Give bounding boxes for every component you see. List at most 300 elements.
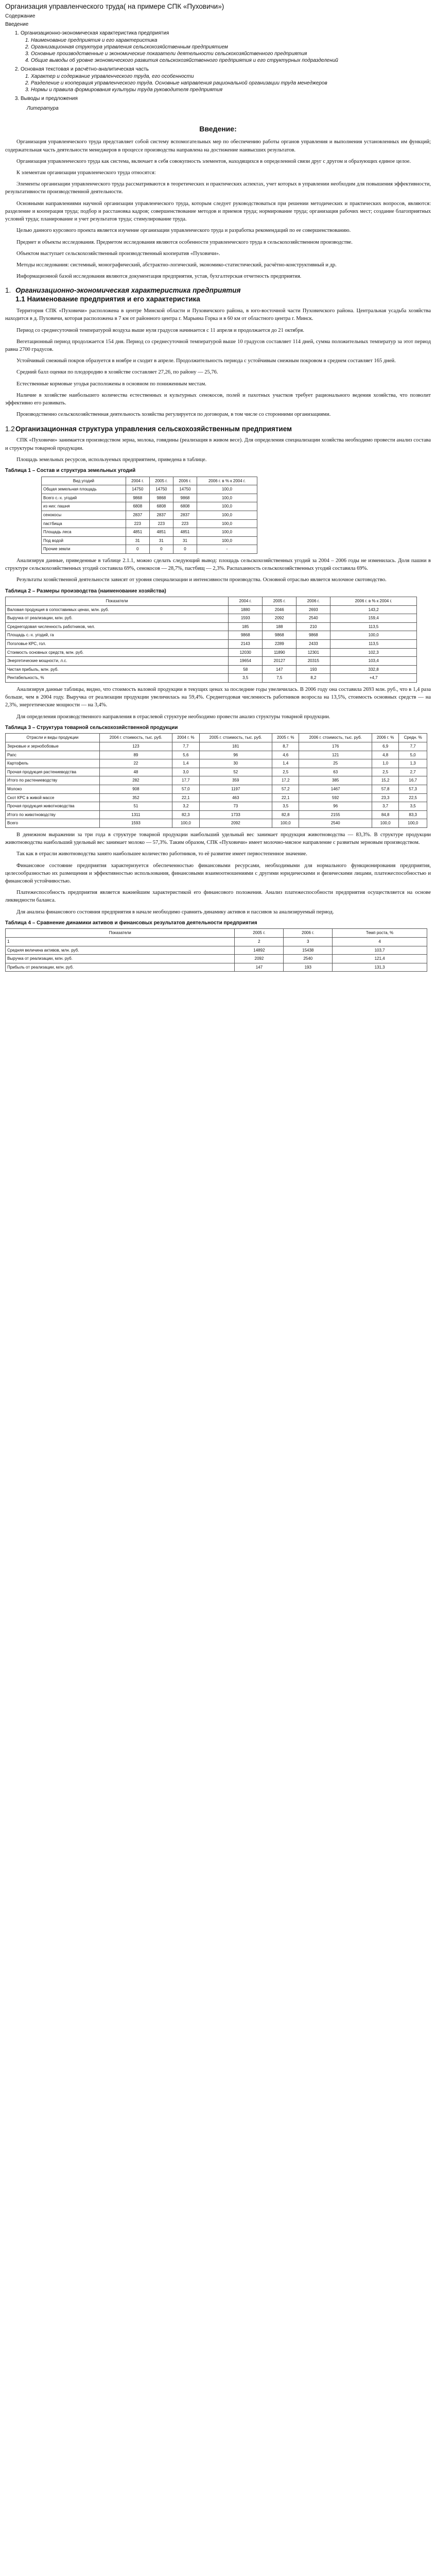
table-row: [6, 776, 427, 785]
table-cell: 9868: [173, 494, 197, 502]
table-cell: 1,4: [172, 759, 199, 768]
table-cell: 84,8: [372, 810, 398, 819]
toc-subitem[interactable]: 2. Разделение и кооперация управленческого труда. Основные направления рациональной организации труда менеджеров: [31, 80, 431, 87]
table-cell: 121,4: [333, 955, 427, 963]
table-cell: 103,7: [333, 946, 427, 955]
table-cell: 2540: [297, 614, 330, 623]
table-cell: 100,0: [197, 528, 257, 537]
table-cell: 96: [299, 802, 372, 811]
table-cell: Выручка от реализации, млн. руб.: [6, 614, 229, 623]
table-cell: 48: [99, 768, 172, 776]
table-cell: 1311: [99, 810, 172, 819]
table-cell: 22,5: [399, 793, 427, 802]
table-3: [5, 733, 427, 828]
table-cell: 22: [99, 759, 172, 768]
table-cell: 463: [199, 793, 272, 802]
table-cell: 352: [99, 793, 172, 802]
table-cell: 16,7: [399, 776, 427, 785]
table-row: [6, 742, 427, 751]
table-row: [6, 657, 417, 666]
table-cell: 100,0: [197, 502, 257, 511]
table-header-row: [6, 597, 417, 606]
table-cell: Под водой: [42, 536, 126, 545]
table-cell: 8,7: [272, 742, 299, 751]
table-cell: 2143: [229, 640, 263, 649]
table-cell: 100,0: [372, 819, 398, 828]
toc-intro: Введение: [5, 22, 29, 28]
table-cell: 2092: [235, 955, 284, 963]
toc-subitem[interactable]: 2. Организационная структура управления сельскохозяйственным предприятием: [31, 44, 431, 50]
table-cell: Общая земельная площадь: [42, 485, 126, 494]
table-cell: 0: [126, 545, 149, 554]
table-cell: Выручка от реализации, млн. руб.: [6, 955, 235, 963]
table-header-cell: Показатели: [6, 929, 235, 938]
table-cell: Поголовье КРС, гол.: [6, 640, 229, 649]
table-cell: 123: [99, 742, 172, 751]
table-cell: 102,3: [330, 648, 417, 657]
table-cell: 100,0: [197, 511, 257, 519]
table-header-cell: Вид угодий: [42, 477, 126, 485]
toc-subitem[interactable]: 1. Наименование предприятия и его характеристика: [31, 37, 431, 44]
table-cell: 100,0: [172, 819, 199, 828]
table-cell: 14892: [235, 946, 284, 955]
table-cell: 188: [263, 622, 297, 631]
table-of-contents: [21, 30, 431, 102]
table-cell: 2,7: [399, 768, 427, 776]
table-cell: 100,0: [399, 819, 427, 828]
table-cell: 2155: [299, 810, 372, 819]
table-cell: 4851: [126, 528, 149, 537]
table-cell: 223: [173, 519, 197, 528]
table-cell: 2,5: [372, 768, 398, 776]
table-cell: 1,3: [399, 759, 427, 768]
table-cell: 282: [99, 776, 172, 785]
table-row: [6, 648, 417, 657]
table-cell: Итого по растениеводству: [6, 776, 100, 785]
intro-paragraph: Организация управленческого труда представляет собой систему вспомогательных мер по обеспечению работы органов управления и выполнения установленных им функций; содержательная часть деятельности менеджеров в процессе производства направлена на достижение наивысших результатов.: [5, 139, 431, 153]
table-header-cell: 2005 г. %: [272, 734, 299, 742]
table-header-cell: 2005 г.: [263, 597, 297, 606]
table-1: [41, 477, 257, 554]
toc-item[interactable]: [21, 30, 431, 64]
table-cell: 1: [6, 938, 235, 946]
table-cell: 4,6: [272, 751, 299, 759]
table-row: [42, 485, 257, 494]
toc-subitem[interactable]: 4. Общие выводы об уровне экономического развития сельскохозяйственного предприятия и его структурных подразделений: [31, 57, 431, 64]
table-row: [6, 640, 417, 649]
table-cell: 9868: [126, 494, 149, 502]
table-row: [6, 751, 427, 759]
table-3-caption: Таблица 3 – Структура товарной сельскохозяйственной продукции: [5, 724, 178, 731]
table-header-row: [6, 929, 427, 938]
table-cell: 2837: [126, 511, 149, 519]
table-cell: 31: [173, 536, 197, 545]
toc-item[interactable]: [21, 95, 431, 102]
table-2-caption: Таблица 2 – Размеры производства (наименование хозяйства): [5, 588, 166, 594]
table-cell: 7,5: [263, 674, 297, 683]
table-cell: 9868: [263, 631, 297, 640]
table-row: [6, 946, 427, 955]
table-row: [6, 622, 417, 631]
table-row: [6, 759, 427, 768]
table-cell: Средняя величина активов, млн. руб.: [6, 946, 235, 955]
subsection-title: Организационная структура управления сельскохозяйственным предприятием: [15, 425, 292, 433]
table-cell: 4851: [149, 528, 173, 537]
table-cell: 12301: [297, 648, 330, 657]
table-header-cell: 2005 г.: [235, 929, 284, 938]
table-cell: 63: [299, 768, 372, 776]
table-header-cell: 2006 г. %: [372, 734, 398, 742]
table-cell: Рапс: [6, 751, 100, 759]
intro-paragraph: Методы исследования: системный, монографический, абстрактно-логический, экономико-статистический, расчётно-конструктивный и др.: [16, 262, 337, 268]
table-header-cell: Средн. %: [399, 734, 427, 742]
table-cell: 6,9: [372, 742, 398, 751]
table-cell: 2837: [149, 511, 173, 519]
intro-paragraph: Элементы организации управленческого труда рассматриваются в теоретических и практических аспектах, учет которых в управлении необходим для повышения эффективности, результативности производственной деятельности.: [5, 181, 431, 195]
intro-paragraph: Целью данного курсового проекта является изучение организации управленческого труда и разработка рекомендаций по ее совершенствованию.: [16, 228, 351, 234]
table-cell: 6808: [173, 502, 197, 511]
table-cell: 210: [297, 622, 330, 631]
table-cell: 57,8: [372, 785, 398, 793]
table-cell: 96: [199, 751, 272, 759]
table-cell: 1593: [229, 614, 263, 623]
table-cell: 89: [99, 751, 172, 759]
table-cell: 147: [263, 665, 297, 674]
table-cell: 57,3: [399, 785, 427, 793]
intro-paragraph: Объектом выступает сельскохозяйственный производственный кооператив «Пуховичи».: [16, 250, 220, 257]
table-cell: 113,5: [330, 640, 417, 649]
table-cell: 2: [235, 938, 284, 946]
table-cell: 31: [149, 536, 173, 545]
table-header-cell: 2005 г.: [149, 477, 173, 485]
table-cell: 1880: [229, 605, 263, 614]
table-4: [5, 928, 427, 972]
table-header-cell: 2006 г. в % к 2004 г.: [197, 477, 257, 485]
table-cell: 3,0: [172, 768, 199, 776]
subsection-number: 1.1: [15, 295, 25, 303]
toc-item-label[interactable]: Выводы и предложения: [21, 95, 78, 101]
table-cell: Молоко: [6, 785, 100, 793]
table-cell: 2693: [297, 605, 330, 614]
section-paragraph: Платежеспособность предприятия является важнейшим характеристикой его финансового положения. Анализ платежеспособности предприятия осуществляется на основе ликвидности баланса.: [5, 890, 431, 904]
table-cell: 5,0: [399, 751, 427, 759]
table-row: [6, 605, 417, 614]
table-cell: Среднегодовая численность работников, чел.: [6, 622, 229, 631]
table-header-cell: 2004 г.: [126, 477, 149, 485]
table-header-cell: 2006 г.: [297, 597, 330, 606]
table-row: [42, 528, 257, 537]
table-cell: 147: [235, 963, 284, 972]
table-cell: Всего: [6, 819, 100, 828]
table-cell: 0: [173, 545, 197, 554]
section-paragraph: Для анализа финансового состояния предприятия в начале необходимо сравнить динамику активов и пассивов за анализируемый период.: [16, 909, 334, 915]
section-paragraph: Период со среднесуточной температурой воздуха выше нуля градусов начинается с 11 апреля и продолжается до 21 октября.: [16, 327, 304, 333]
section-paragraph: Анализируя данные, приведенные в таблице 2.1.1, можно сделать следующий вывод: площадь сельскохозяйственных угодий за 2004 – 2006 годы не изменилась. Доля пашни в структуре сельскохозяйственных угодий составила 69%, сенокосов — 28,7%, пастбищ — 2,3%. Распаханность сельскохозяйственных угодий составила 69%.: [5, 557, 431, 572]
section-paragraph: СПК «Пуховичи» занимается производством зерна, молока, говядины (реализация в живом весе). Для определения специализации хозяйства необходимо провести анализ состава и структуры товарной продукции.: [5, 437, 431, 451]
table-cell: 8,2: [297, 674, 330, 683]
section-paragraph: Вегетационный период продолжается 154 дня. Период со среднесуточной температурой выше 10 градусов составляет 114 дней, сумма положительных температур за этот период равна 2700 градусов.: [5, 338, 431, 353]
table-cell: Площадь леса: [42, 528, 126, 537]
table-cell: 223: [149, 519, 173, 528]
section-title: Организационно-экономическая характеристика предприятия: [15, 286, 241, 295]
table-cell: 143,2: [330, 605, 417, 614]
table-cell: 12030: [229, 648, 263, 657]
table-cell: 11890: [263, 648, 297, 657]
table-cell: 14750: [173, 485, 197, 494]
table-row: [6, 955, 427, 963]
table-cell: 4: [333, 938, 427, 946]
section-paragraph: Так как в отрасли животноводства занято наибольшее количество работников, то её развитие имеет первостепенное значение.: [16, 851, 307, 857]
table-cell: Прочие земли: [42, 545, 126, 554]
table-header-cell: Отрасли и виды продукции: [6, 734, 100, 742]
table-cell: 17,7: [172, 776, 199, 785]
section-paragraph: Для определения производственного направления в отраслевой структуре необходимо провести анализ структуры товарной продукции.: [16, 714, 330, 720]
table-cell: Зерновые и зернобобовые: [6, 742, 100, 751]
table-cell: 57,2: [272, 785, 299, 793]
intro-paragraph: К элементам организации управленческого труда относятся:: [16, 170, 156, 176]
table-cell: 908: [99, 785, 172, 793]
table-cell: 181: [199, 742, 272, 751]
intro-paragraph: Основными направлениями научной организации управленческого труда, которым следует руководствоваться при решении методических и практических вопросов, являются: разделение и кооперация труда; подбор и расстановка кадров; совершенствование методов и приемов труда; нормирование труда; организация рабочих мест; создание благоприятных условий труда; планирование и учет результатов труда; стимулирование труда.: [5, 200, 431, 223]
table-2: [5, 597, 417, 683]
table-cell: Прочая продукция растениеводства: [6, 768, 100, 776]
table-cell: 0: [149, 545, 173, 554]
table-cell: 9868: [149, 494, 173, 502]
table-cell: 121: [299, 751, 372, 759]
table-row: [42, 494, 257, 502]
table-cell: 15,2: [372, 776, 398, 785]
table-cell: 58: [229, 665, 263, 674]
section-paragraph: Наличие в хозяйстве наибольшего количества естественных и культурных сенокосов, полей и пахотных участков требует рационального ведения хозяйства, что позволит эффективно его развивать.: [5, 392, 431, 406]
section-paragraph: В денежном выражении за три года в структуре товарной продукции наибольший удельный вес занимает продукция животноводства — 83,3%. В структуре продукции животноводства наибольший удельный вес занимает молоко — 57,3%. Таким образом, СПК «Пуховичи» имеет молочно-мясное направление с развитым зерновым производством.: [5, 832, 431, 846]
table-row: [6, 631, 417, 640]
table-cell: 14750: [149, 485, 173, 494]
intro-paragraph: Информационной базой исследования являются документация предприятия, устав, бухгалтерская отчетность предприятия.: [16, 274, 302, 280]
table-cell: 17,2: [272, 776, 299, 785]
table-cell: 359: [199, 776, 272, 785]
table-cell: Прибыль от реализации, млн. руб.: [6, 963, 235, 972]
table-cell: 73: [199, 802, 272, 811]
section-paragraph: Финансовое состояние предприятия характеризуется обеспеченностью финансовыми ресурсами, необходимыми для нормального функционирования предприятия, целесообразностью их размещения и эффективностью использования, финансовыми взаимоотношениями с другими юридическими и физическими лицами, платежеспособностью и финансовой устойчивостью.: [5, 862, 431, 885]
table-cell: 19654: [229, 657, 263, 666]
table-row: [42, 502, 257, 511]
table-header-cell: 2006 г. стоимость, тыс. руб.: [299, 734, 372, 742]
table-header-cell: Показатели: [6, 597, 229, 606]
table-cell: 2046: [263, 605, 297, 614]
table-row: [42, 519, 257, 528]
toc-subitem[interactable]: 1. Характер и содержание управленческого труда, его особенности: [31, 73, 431, 80]
section-paragraph: Производственно сельскохозяйственная деятельность хозяйства регулируется по договорам, в том числе со сторонними организациями.: [16, 412, 331, 418]
table-cell: 2540: [299, 819, 372, 828]
table-cell: 57,0: [172, 785, 199, 793]
table-cell: 385: [299, 776, 372, 785]
table-cell: 9868: [229, 631, 263, 640]
table-cell: 3,5: [229, 674, 263, 683]
table-header-cell: 2004 г.: [229, 597, 263, 606]
section-paragraph: Анализируя данные таблицы, видно, что стоимость валовой продукции в текущих ценах за последние годы увеличилась. В 2006 году она составила 2693 млн. руб., что в 1,4 раза больше, чем в 2004 году. Выручка от реализации продукции увеличилась на 59,4%. Среднегодовая численность работников возросла на 13,5%, стоимость основных средств — на 2,3%, энергетические мощности — на 3,4%.: [5, 687, 431, 708]
table-cell: 100,0: [330, 631, 417, 640]
table-1-caption: Таблица 1 – Состав и структура земельных угодий: [5, 468, 136, 474]
table-cell: 3,5: [399, 802, 427, 811]
table-cell: пастбища: [42, 519, 126, 528]
table-cell: 22,1: [272, 793, 299, 802]
table-row: [42, 536, 257, 545]
table-header-cell: 2004 г. %: [172, 734, 199, 742]
table-cell: 51: [99, 802, 172, 811]
table-cell: 3,7: [372, 802, 398, 811]
table-row: [6, 938, 427, 946]
intro-heading: Введение:: [199, 125, 237, 133]
intro-paragraph: Организация управленческого труда как система, включает в себя совокупность элементов, находящихся в определенной связи друг с другом и образующих единое целое.: [16, 158, 411, 164]
table-cell: сенокосы: [42, 511, 126, 519]
table-cell: 31: [126, 536, 149, 545]
table-cell: Картофель: [6, 759, 100, 768]
table-cell: 2,5: [272, 768, 299, 776]
table-cell: Рентабельность, %: [6, 674, 229, 683]
subsection-number: 1.2: [5, 425, 15, 433]
table-cell: 52: [199, 768, 272, 776]
table-header-row: [6, 734, 427, 742]
table-row: [42, 511, 257, 519]
table-cell: Скот КРС в живой массе: [6, 793, 100, 802]
table-cell: 1733: [199, 810, 272, 819]
table-cell: 15438: [284, 946, 333, 955]
table-cell: 193: [297, 665, 330, 674]
table-cell: 6808: [149, 502, 173, 511]
toc-literature[interactable]: Литература: [27, 105, 59, 111]
table-cell: 82,3: [172, 810, 199, 819]
table-header-cell: 2004 г. стоимость, тыс. руб.: [99, 734, 172, 742]
table-cell: Чистая прибыль, млн. руб.: [6, 665, 229, 674]
section-paragraph: Территория СПК «Пуховичи» расположена в центре Минской области и Пуховичского района, в юго-восточной части Пуховичского района. Центральная усадьба хозяйства находится в д. Пуховичи, которая расположена в 7 км от районного центра г. Марьина Горка и в 60 км от областного центра г. Минск.: [5, 308, 431, 322]
table-cell: 185: [229, 622, 263, 631]
section-paragraph: Устойчивый снежный покров образуется в ноябре и сходит в апреле. Продолжительность периода с устойчивым снежным покровом в среднем составляет 165 дней.: [16, 358, 396, 364]
table-cell: 30: [199, 759, 272, 768]
table-4-caption: Таблица 4 – Сравнение динамики активов и финансовых результатов деятельности предприятия: [5, 920, 257, 926]
section-number: 1.: [5, 286, 11, 295]
table-cell: 592: [299, 793, 372, 802]
toc-item-label[interactable]: Организационно-экономическая характеристика предприятия: [21, 30, 169, 36]
table-cell: 1,0: [372, 759, 398, 768]
table-cell: 2289: [263, 640, 297, 649]
table-cell: Площадь с.-х. угодий, га: [6, 631, 229, 640]
table-row: [6, 614, 417, 623]
table-cell: 2433: [297, 640, 330, 649]
table-cell: 1467: [299, 785, 372, 793]
table-cell: 1,4: [272, 759, 299, 768]
table-cell: 193: [284, 963, 333, 972]
table-cell: 14750: [126, 485, 149, 494]
table-cell: 131,3: [333, 963, 427, 972]
section-paragraph: Площадь земельных ресурсов, используемых предприятием, приведена в таблице.: [16, 456, 207, 463]
toc-subitem[interactable]: 3. Основные производственные и экономические показатели деятельности сельскохозяйственного предприятия: [31, 50, 431, 57]
table-header-row: [42, 477, 257, 485]
table-row: [6, 785, 427, 793]
table-cell: Валовая продукция в сопоставимых ценах, млн. руб.: [6, 605, 229, 614]
table-cell: 100,0: [197, 536, 257, 545]
section-1-heading: [5, 286, 431, 304]
table-cell: 100,0: [197, 485, 257, 494]
table-cell: 22,1: [172, 793, 199, 802]
table-cell: 3,5: [272, 802, 299, 811]
table-cell: 100,0: [197, 519, 257, 528]
table-cell: Прочая продукция животноводства: [6, 802, 100, 811]
table-cell: 6808: [126, 502, 149, 511]
table-row: [6, 793, 427, 802]
table-cell: 100,0: [272, 819, 299, 828]
table-cell: 2540: [284, 955, 333, 963]
table-cell: 159,4: [330, 614, 417, 623]
table-cell: 20127: [263, 657, 297, 666]
table-cell: -: [197, 545, 257, 554]
section-paragraph: Результаты хозяйственной деятельности зависят от уровня специализации и интенсивности производства. Основной отраслью является молочное скотоводство.: [16, 577, 387, 583]
table-cell: 113,5: [330, 622, 417, 631]
table-row: [6, 963, 427, 972]
table-cell: 25: [299, 759, 372, 768]
table-cell: Стоимость основных средств, млн. руб.: [6, 648, 229, 657]
table-cell: 5,6: [172, 751, 199, 759]
section-1-2-heading: [5, 425, 431, 434]
table-cell: 23,3: [372, 793, 398, 802]
toc-item-label[interactable]: Основная текстовая и расчётно-аналитическая часть: [21, 66, 149, 72]
table-cell: Энергетические мощности, л.с.: [6, 657, 229, 666]
table-cell: 4851: [173, 528, 197, 537]
table-row: [6, 810, 427, 819]
table-header-cell: Темп роста, %: [333, 929, 427, 938]
table-header-cell: 2006 г.: [173, 477, 197, 485]
table-cell: 82,8: [272, 810, 299, 819]
table-row: [6, 768, 427, 776]
table-cell: 2837: [173, 511, 197, 519]
table-header-cell: 2006 г.: [284, 929, 333, 938]
table-cell: 3: [284, 938, 333, 946]
table-cell: 103,4: [330, 657, 417, 666]
table-cell: 4,8: [372, 751, 398, 759]
table-row: [6, 802, 427, 811]
table-cell: 223: [126, 519, 149, 528]
table-header-cell: 2005 г. стоимость, тыс. руб.: [199, 734, 272, 742]
table-row: [6, 674, 417, 683]
intro-paragraph: Предмет и объекты исследования. Предметом исследования являются особенности управленческого труда в сельскохозяйственном производстве.: [16, 239, 353, 245]
subsection-title: Наименование предприятия и его характеристика: [27, 295, 200, 303]
document-title: Организация управленческого труда( на примере СПК «Пуховичи»): [5, 3, 224, 10]
table-cell: 83,3: [399, 810, 427, 819]
table-cell: 3,2: [172, 802, 199, 811]
table-cell: 1197: [199, 785, 272, 793]
table-cell: 100,0: [197, 494, 257, 502]
table-cell: из них: пашня: [42, 502, 126, 511]
table-row: [6, 819, 427, 828]
table-cell: 1593: [99, 819, 172, 828]
toc-item[interactable]: [21, 66, 431, 93]
toc-subitem[interactable]: 3. Нормы и правила формирования культуры труда руководителя предприятия: [31, 87, 431, 93]
table-row: [6, 665, 417, 674]
toc-heading: Содержание: [5, 13, 36, 19]
table-cell: 20315: [297, 657, 330, 666]
table-cell: +4,7: [330, 674, 417, 683]
table-cell: 2092: [263, 614, 297, 623]
table-cell: 7,7: [399, 742, 427, 751]
table-cell: 176: [299, 742, 372, 751]
section-paragraph: Средний балл оценки по плодородию в хозяйстве составляет 27,26, по району — 25,76.: [16, 369, 218, 376]
table-cell: Итого по животноводству: [6, 810, 100, 819]
table-cell: Всего с.-х. угодий: [42, 494, 126, 502]
table-row: [42, 545, 257, 554]
table-cell: 332,8: [330, 665, 417, 674]
table-cell: 2092: [199, 819, 272, 828]
table-header-cell: 2006 г. в % к 2004 г.: [330, 597, 417, 606]
table-cell: 9868: [297, 631, 330, 640]
